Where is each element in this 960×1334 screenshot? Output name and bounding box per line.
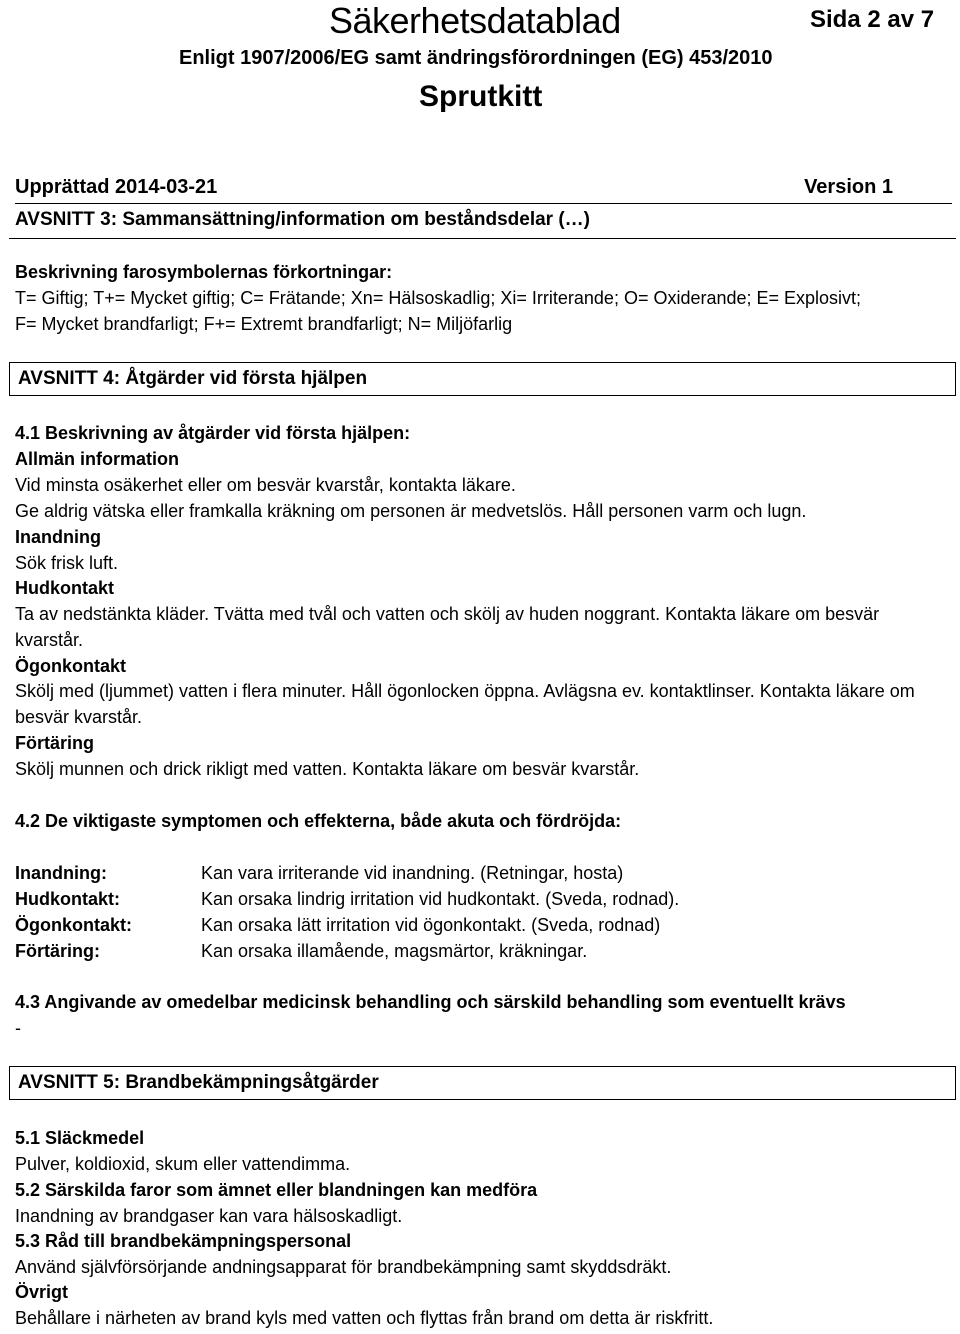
general-info-label: Allmän information [15,449,180,469]
ingestion-text: Skölj munnen och drick rikligt med vatten. Kontakta läkare om besvär kvarstår. [15,759,640,779]
ingestion-label: Förtäring [15,733,94,753]
subsection-5-3-heading: 5.3 Råd till brandbekämpningspersonal [15,1231,352,1251]
subsection-5-2-heading: 5.2 Särskilda faror som ämnet eller blandningen kan medföra [15,1180,538,1200]
other-text: Behållare i närheten av brand kyls med vatten och flyttas från brand om detta är riskfritt. [15,1308,714,1328]
product-name: Sprutkitt [419,80,543,113]
abbr-line: F= Mycket brandfarligt; F+= Extremt brandfarligt; N= Miljöfarlig [15,314,513,334]
symptom-desc: Kan orsaka illamående, magsmärtor, kräkningar. [201,941,588,961]
subsection-4-1-heading: 4.1 Beskrivning av åtgärder vid första hjälpen: [15,423,411,443]
subsection-4-2-heading: 4.2 De viktigaste symptomen och effekterna, både akuta och fördröjda: [15,811,622,831]
symptom-desc: Kan vara irriterande vid inandning. (Retningar, hosta) [201,863,624,883]
skin-contact-text: Ta av nedstänkta kläder. Tvätta med tvål och vatten och skölj av huden noggrant. Kontakta läkare om besvär [15,604,880,624]
other-label: Övrigt [15,1282,69,1302]
symptom-term: Hudkontakt: [15,889,120,909]
date-version-line [15,173,952,204]
section-4-box [9,362,956,396]
section-5-heading: AVSNITT 5: Brandbekämpningsåtgärder [18,1072,379,1093]
subsection-5-2-text: Inandning av brandgaser kan vara hälsoskadligt. [15,1206,403,1226]
subsection-4-3-text: - [15,1018,21,1038]
symptom-term: Ögonkontakt: [15,915,132,935]
subsection-5-1-text: Pulver, koldioxid, skum eller vattendimma. [15,1154,351,1174]
eye-contact-label: Ögonkontakt [15,656,126,676]
abbr-line: T= Giftig; T+= Mycket giftig; C= Frätande; Xn= Hälsoskadlig; Xi= Irriterande; O= Oxiderande; E= Explosivt; [15,288,862,308]
general-info-text: Ge aldrig vätska eller framkalla kräkning om personen är medvetslös. Håll personen varm och lugn. [15,501,807,521]
general-info-text: Vid minsta osäkerhet eller om besvär kvarstår, kontakta läkare. [15,475,516,495]
document-title: Säkerhetsdatablad [329,0,621,41]
page-number: Sida 2 av 7 [810,6,935,33]
symptom-desc: Kan orsaka lindrig irritation vid hudkontakt. (Sveda, rodnad). [201,889,680,909]
inhalation-text: Sök frisk luft. [15,553,119,573]
subsection-5-1-heading: 5.1 Släckmedel [15,1128,145,1148]
section-3-heading: AVSNITT 3: Sammansättning/information om beståndsdelar (…) [15,209,590,230]
section-5-box [9,1066,956,1100]
eye-contact-text: besvär kvarstår. [15,707,143,727]
subsection-5-3-text: Använd självförsörjande andningsapparat för brandbekämpning samt skyddsdräkt. [15,1257,672,1277]
version-label: Version 1 [804,176,893,198]
abbr-heading: Beskrivning farosymbolernas förkortningar: [15,262,393,282]
symptom-term: Inandning: [15,863,107,883]
subsection-4-3-heading: 4.3 Angivande av omedelbar medicinsk behandling och särskild behandling som eventuellt krävs [15,992,846,1012]
section-divider [9,238,956,239]
symptom-term: Förtäring: [15,941,100,961]
skin-contact-label: Hudkontakt [15,578,114,598]
issue-date: Upprättad 2014-03-21 [15,176,218,198]
eye-contact-text: Skölj med (ljummet) vatten i flera minuter. Håll ögonlocken öppna. Avlägsna ev. kontaktlinser. Kontakta läkare om [15,681,915,701]
skin-contact-text: kvarstår. [15,630,84,650]
section-4-heading: AVSNITT 4: Åtgärder vid första hjälpen [18,368,368,389]
regulation-subtitle: Enligt 1907/2006/EG samt ändringsförordningen (EG) 453/2010 [179,47,773,69]
symptom-desc: Kan orsaka lätt irritation vid ögonkontakt. (Sveda, rodnad) [201,915,661,935]
inhalation-label: Inandning [15,527,101,547]
